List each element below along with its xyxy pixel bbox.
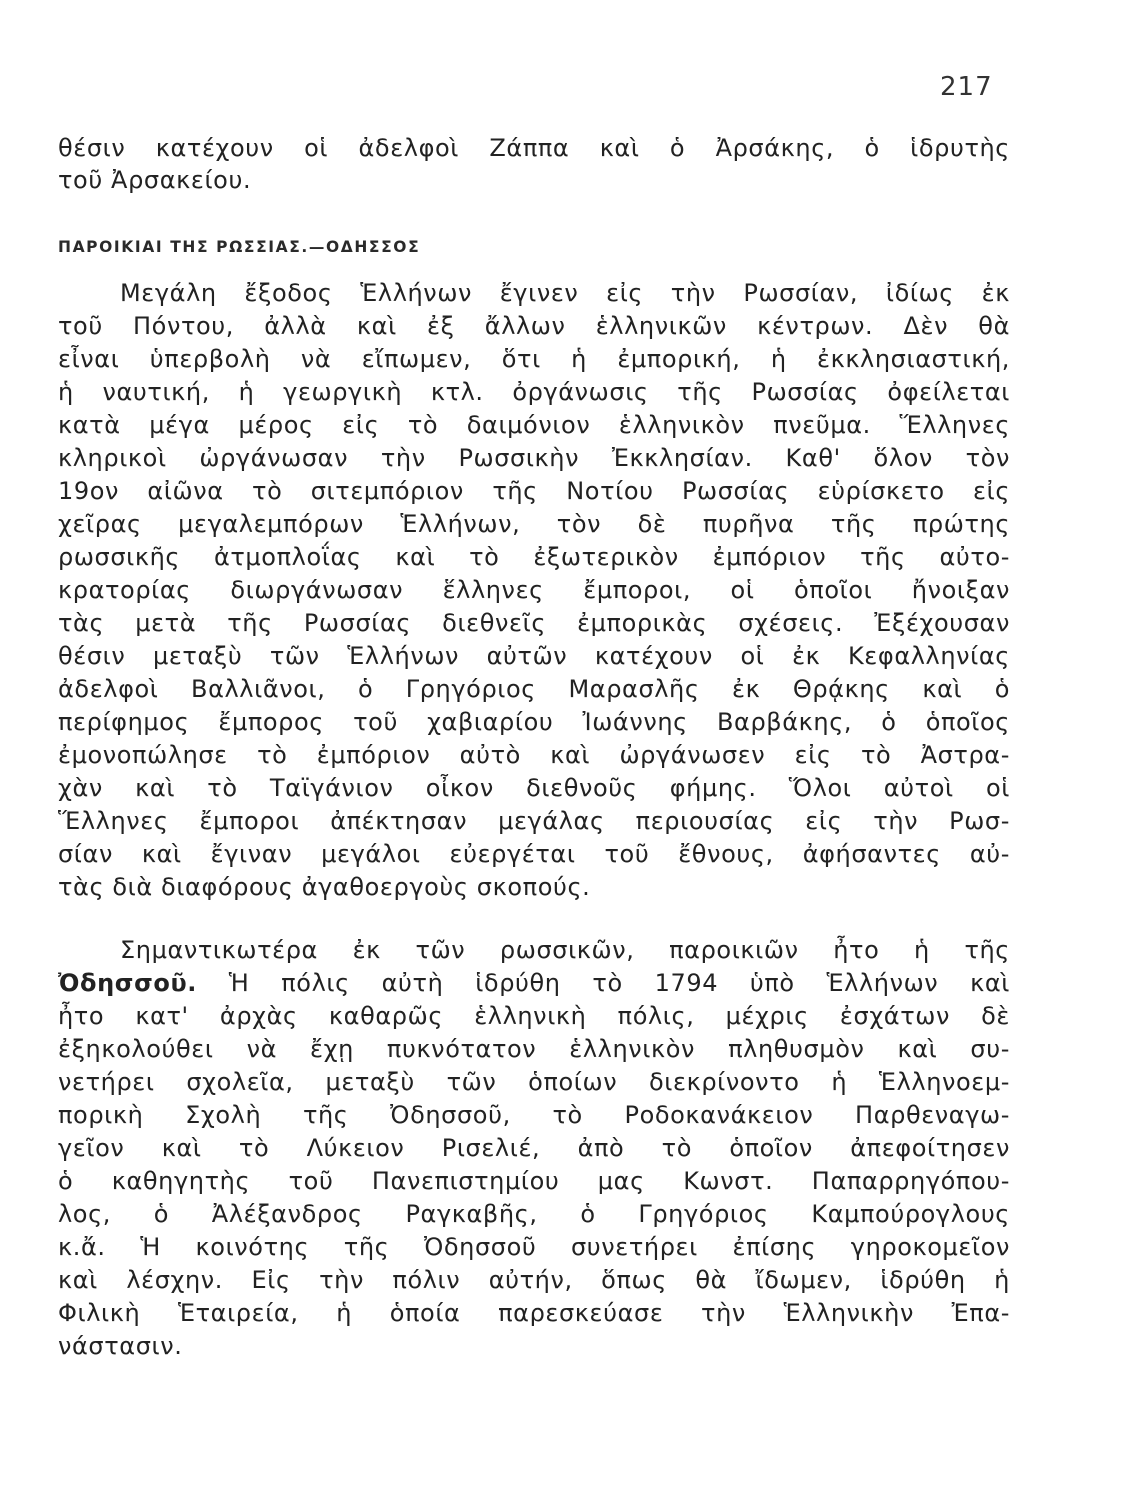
p2-line-13: νάστασιν. [58,1332,183,1360]
p2-line-4: ἐξηκολούθει νὰ ἔχῃ πυκνότατον ἑλληνικὸν πληθυσμὸν καὶ συ- [58,1035,1010,1063]
p2-line-5: νετήρει σχολεῖα, μεταξὺ τῶν ὁποίων διεκρίνοντο ἡ Ἑλληνοεμ- [58,1068,1010,1096]
p1-line-17: Ἕλληνες ἔμποροι ἀπέκτησαν μεγάλας περιουσίας εἰς τὴν Ρωσ- [58,807,1010,835]
p1-line-1: Μεγάλη ἔξοδος Ἑλλήνων ἔγινεν εἰς τὴν Ρωσσίαν, ἰδίως ἐκ [120,279,1010,307]
p1-line-15: ἐμονοπώλησε τὸ ἐμπόριον αὐτὸ καὶ ὠργάνωσεν εἰς τὸ Ἀστρα- [58,741,1010,769]
p1-line-11: τὰς μετὰ τῆς Ρωσσίας διεθνεῖς ἐμπορικὰς σχέσεις. Ἐξέχουσαν [58,609,1010,637]
p2-line-6: πορικὴ Σχολὴ τῆς Ὀδησσοῦ, τὸ Ροδοκανάκειον Παρθεναγω- [58,1101,1010,1129]
p2-line-10: κ.ἄ. Ἡ κοινότης τῆς Ὀδησσοῦ συνετήρει ἐπίσης γηροκομεῖον [58,1233,1010,1261]
section-heading: ΠΑΡΟΙΚΙΑΙ ΤΗΣ ΡΩΣΣΙΑΣ.—ΟΔΗΣΣΟΣ [58,238,421,256]
p1-line-6: κληρικοὶ ὠργάνωσαν τὴν Ρωσσικὴν Ἐκκλησίαν. Καθ' ὅλον τὸν [58,444,1010,472]
p1-line-5: κατὰ μέγα μέρος εἰς τὸ δαιμόνιον ἑλληνικὸν πνεῦμα. Ἕλληνες [58,411,1010,439]
p2-line-11: καὶ λέσχην. Εἰς τὴν πόλιν αὐτήν, ὅπως θὰ ἴδωμεν, ἱδρύθη ἡ [58,1266,1010,1294]
intro-line-2: τοῦ Ἀρσακείου. [58,166,252,194]
p2-line-2-rest: Ἡ πόλις αὐτὴ ἱδρύθη τὸ 1794 ὑπὸ Ἑλλήνων καὶ [228,969,1010,997]
page-number: 217 [940,72,993,102]
p1-line-3: εἶναι ὑπερβολὴ νὰ εἴπωμεν, ὅτι ἡ ἐμπορική, ἡ ἐκκλησιαστική, [58,345,1010,373]
p1-line-4: ἡ ναυτική, ἡ γεωργικὴ κτλ. ὀργάνωσις τῆς Ρωσσίας ὀφείλεται [58,378,1010,406]
p1-line-10: κρατορίας διωργάνωσαν ἕλληνες ἔμποροι, οἱ ὁποῖοι ἤνοιξαν [58,576,1010,604]
p1-line-8: χεῖρας μεγαλεμπόρων Ἑλλήνων, τὸν δὲ πυρῆνα τῆς πρώτης [58,510,1010,538]
odessa-bold-word: Ὀδησσοῦ. [58,969,197,997]
p2-line-9: λος, ὁ Ἀλέξανδρος Ραγκαβῆς, ὁ Γρηγόριος Καμπούρογλους [58,1200,1010,1228]
p1-line-14: περίφημος ἔμπορος τοῦ χαβιαρίου Ἰωάννης Βαρβάκης, ὁ ὁποῖος [58,708,1010,736]
p2-line-3: ἦτο κατ' ἀρχὰς καθαρῶς ἑλληνικὴ πόλις, μέχρις ἐσχάτων δὲ [58,1002,1010,1030]
p2-line-1: Σημαντικωτέρα ἐκ τῶν ρωσσικῶν, παροικιῶν ἦτο ἡ τῆς [120,936,1010,964]
p1-line-12: θέσιν μεταξὺ τῶν Ἑλλήνων αὐτῶν κατέχουν οἱ ἐκ Κεφαλληνίας [58,642,1010,670]
p1-line-7: 19ον αἰῶνα τὸ σιτεμπόριον τῆς Νοτίου Ρωσσίας εὑρίσκετο εἰς [58,477,1010,505]
p1-line-16: χὰν καὶ τὸ Ταϊγάνιον οἶκον διεθνοῦς φήμης. Ὅλοι αὐτοὶ οἱ [58,774,1010,802]
p2-line-12: Φιλικὴ Ἑταιρεία, ἡ ὁποία παρεσκεύασε τὴν Ἑλληνικὴν Ἐπα- [58,1299,1010,1327]
intro-line-1: θέσιν κατέχουν οἱ ἀδελφοὶ Ζάππα καὶ ὁ Ἀρσάκης, ὁ ἱδρυτὴς [58,134,1010,162]
p1-line-13: ἀδελφοὶ Βαλλιᾶνοι, ὁ Γρηγόριος Μαρασλῆς ἐκ Θρᾴκης καὶ ὁ [58,675,1010,703]
p1-line-18: σίαν καὶ ἔγιναν μεγάλοι εὐεργέται τοῦ ἔθνους, ἀφήσαντες αὐ- [58,840,1010,868]
p1-line-9: ρωσσικῆς ἀτμοπλοΐας καὶ τὸ ἐξωτερικὸν ἐμπόριον τῆς αὐτο- [58,543,1010,571]
p1-line-2: τοῦ Πόντου, ἀλλὰ καὶ ἐξ ἄλλων ἑλληνικῶν κέντρων. Δὲν θὰ [58,312,1010,340]
p2-line-7: γεῖον καὶ τὸ Λύκειον Ρισελιέ, ἀπὸ τὸ ὁποῖον ἀπεφοίτησεν [58,1134,1010,1162]
p2-line-2 [58,968,1010,998]
p1-line-19: τὰς διὰ διαφόρους ἀγαθοεργοὺς σκοπούς. [58,873,591,901]
p2-line-8: ὁ καθηγητὴς τοῦ Πανεπιστημίου μας Κωνστ. Παπαρρηγόπου- [58,1167,1010,1195]
